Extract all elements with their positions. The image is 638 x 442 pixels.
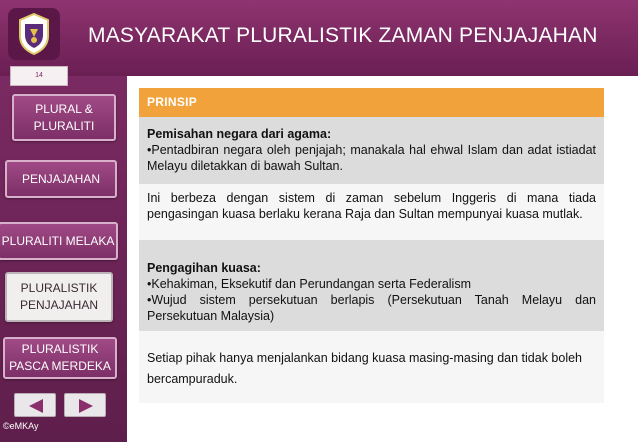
triangle-left-icon	[27, 398, 45, 414]
sidebar	[0, 72, 127, 442]
sidebar-item-plural-pluraliti[interactable]	[12, 94, 116, 141]
sidebar-item-label: PASCA MERDEKA	[9, 359, 111, 373]
sidebar-item-label: PLURALISTIK	[21, 342, 99, 356]
sidebar-item-label: PLURALISTIK	[20, 281, 98, 295]
header-bar	[0, 0, 638, 76]
block-heading: Pemisahan negara dari agama:	[147, 127, 332, 141]
sidebar-item-pluraliti-melaka[interactable]	[0, 222, 118, 260]
previous-slide-button[interactable]	[14, 393, 56, 417]
section-heading: PRINSIP	[139, 88, 604, 117]
next-slide-button[interactable]	[64, 393, 106, 417]
block-text: Ini berbeza dengan sistem di zaman sebelum Inggeris di mana tiada pengasingan kuasa berlaku kerana Raja dan Sultan mempunyai kuasa mutlak.	[147, 191, 596, 221]
slide-navigation	[10, 393, 116, 419]
block-text: •Wujud sistem persekutuan berlapis (Persekutuan Tanah Melayu dan Persekutuan Malaysia)	[147, 293, 596, 323]
page-title: MASYARAKAT PLURALISTIK ZAMAN PENJAJAHAN	[88, 24, 598, 47]
sidebar-item-label: PENJAJAHAN	[21, 171, 101, 186]
sidebar-item-label: PLURALITI MELAKA	[1, 233, 115, 248]
sidebar-item-pluralistik-penjajahan[interactable]	[5, 272, 113, 322]
copyright-text: ©eMKAy	[3, 421, 39, 431]
content-block-distribution	[139, 240, 604, 331]
content-block-history	[139, 184, 604, 240]
sidebar-item-label: PLURALITI	[33, 118, 95, 133]
sidebar-item-penjajahan[interactable]	[5, 160, 117, 198]
block-text: •Pentadbiran negara oleh penjajah; manakala hal ehwal Islam dan adat istiadat Melayu diletakkan di bawah Sultan.	[147, 143, 596, 173]
block-heading: Pengagihan kuasa:	[147, 261, 261, 275]
block-text: Setiap pihak hanya menjalankan bidang kuasa masing-masing dan tidak boleh bercampuraduk.	[147, 351, 583, 386]
block-text: •Kehakiman, Eksekutif dan Perundangan serta Federalism	[147, 277, 471, 291]
content-block-separation	[139, 117, 604, 184]
sidebar-item-label: PENJAJAHAN	[19, 298, 99, 312]
triangle-right-icon	[77, 398, 95, 414]
university-crest-icon	[8, 8, 60, 60]
content-block-jurisdiction	[139, 331, 604, 403]
page-number: 14	[10, 66, 68, 86]
sidebar-item-pluralistik-pasca-merdeka[interactable]	[3, 337, 117, 379]
sidebar-item-label: PLURAL &	[35, 101, 93, 116]
